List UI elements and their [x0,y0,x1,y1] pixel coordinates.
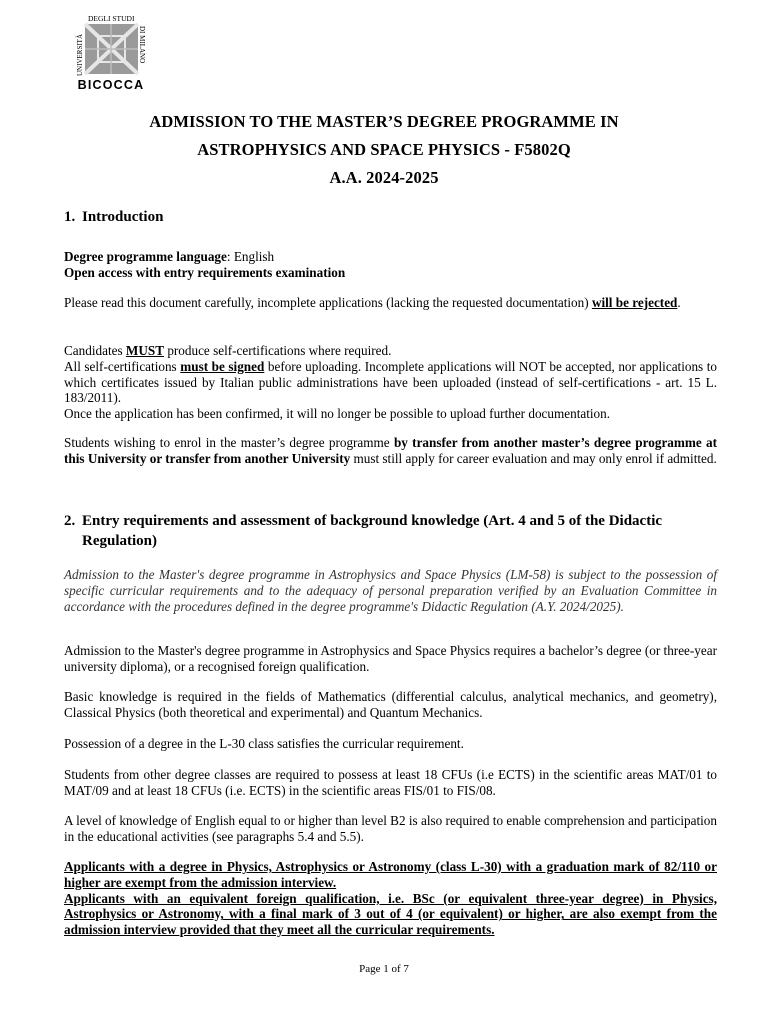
section-2-italic-note: Admission to the Master's degree programme in Astrophysics and Space Physics (LM-58) is subject to the possession of specific curricular requirements and to the adequacy of personal preparation verified by an Evaluation Committee in accordance with the procedures defined in the degree programme's Didactic Regulation (A.Y. 2024/2025). [64,567,717,614]
p2-text-c: produce self-certifications where required. [167,343,392,358]
language-line [64,249,717,265]
p1-emphasis: will be rejected [591,295,678,310]
logo-left-text: UNIVERSITÀ [76,34,84,76]
p2-text-a: Candidates [64,343,123,358]
p3-text-c: before uploading. Incomplete applications will NOT be accepted, nor applications to which certificates issued by Italian public administrations have been uploaded (instead of self-certifications - art. 15 L. 183/2011). [64,358,718,406]
logo-name-text: BICOCCA [77,78,145,92]
logo-top-text: DEGLI STUDI [88,14,135,23]
p2-emphasis: MUST [125,343,165,358]
title-line-3: A.A. 2024-2025 [329,168,439,187]
page-number: Page 1 of 7 [359,963,409,975]
p5-emphasis: by transfer from another master’s degree programme at this University or transfer from another University [64,435,717,466]
title-line-1: ADMISSION TO THE MASTER’S DEGREE PROGRAMME IN [149,112,619,131]
language-value: : English [226,249,275,264]
section-2-paragraph-1: Admission to the Master's degree programme in Astrophysics and Space Physics requires a bachelor’s degree (or three-year university diploma), or a recognised foreign qualification. [64,643,717,674]
p5-text-c: must still apply for career evaluation and may only enrol if admitted. [353,450,717,466]
intro-paragraph-transfer [64,435,717,467]
section-2-heading [64,511,718,551]
intro-paragraph-1 [64,295,717,311]
section-2-exemptions [64,859,717,938]
language-label: Degree programme language [64,249,227,264]
exemption-l30: Applicants with a degree in Physics, Astrophysics or Astronomy (class L-30) with a graduation mark of 82/110 or higher are exempt from the admission interview. [64,859,717,890]
access-line: Open access with entry requirements examination [64,265,346,280]
section-2-title-2: Regulation) [82,533,157,549]
title-line-2: ASTROPHYSICS AND SPACE PHYSICS - F5802Q [197,140,571,159]
section-2-title-1: Entry requirements and assessment of background knowledge (Art. 4 and 5 of the Didactic [82,513,663,529]
section-1-number: 1. [64,209,76,225]
section-2-paragraph-3: Possession of a degree in the L-30 class satisfies the curricular requirement. [64,736,464,751]
section-1-heading [64,209,718,226]
university-logo [74,14,148,92]
p5-text-a: Students wishing to enrol in the master’s degree programme [64,435,390,450]
section-2-paragraph-5: A level of knowledge of English equal to or higher than level B2 is also required to enable comprehension and participation in the educational activities (see paragraphs 5.4 and 5.5). [64,813,717,844]
section-2-paragraph-4: Students from other degree classes are required to possess at least 18 CFUs (i.e ECTS) in the scientific areas MAT/01 to MAT/09 and at least 18 CFUs (i.e. ECTS) in the scientific areas FIS/01 to FIS/08. [64,767,717,798]
exemption-foreign: Applicants with an equivalent foreign qualification, i.e. BSc (or equivalent three-year degree) in Physics, Astrophysics or Astronomy, with a final mark of 3 out of 4 (or equivalent) or higher, are also exempt from the admission interview provided that they meet all the curricular requirements. [64,890,717,938]
p4-text: Once the application has been confirmed, it will no longer be possible to upload further documentation. [64,406,611,422]
logo-side-text: DI MILANO [138,26,146,64]
p3-emphasis: must be signed [180,358,265,374]
section-2-paragraph-2: Basic knowledge is required in the fields of Mathematics (differential calculus, analytical mechanics, and geometry), Classical Physics (both theoretical and experimental) and Quantum Mechanics. [64,689,717,720]
intro-paragraph-2 [64,343,717,422]
p1-period: . [677,295,681,310]
p1-text: Please read this document carefully, incomplete applications (lacking the requested documentation) [64,295,589,310]
p3-text-a: All self-certifications [64,358,177,374]
section-1-title: Introduction [82,209,164,225]
section-2-number: 2. [64,513,76,529]
